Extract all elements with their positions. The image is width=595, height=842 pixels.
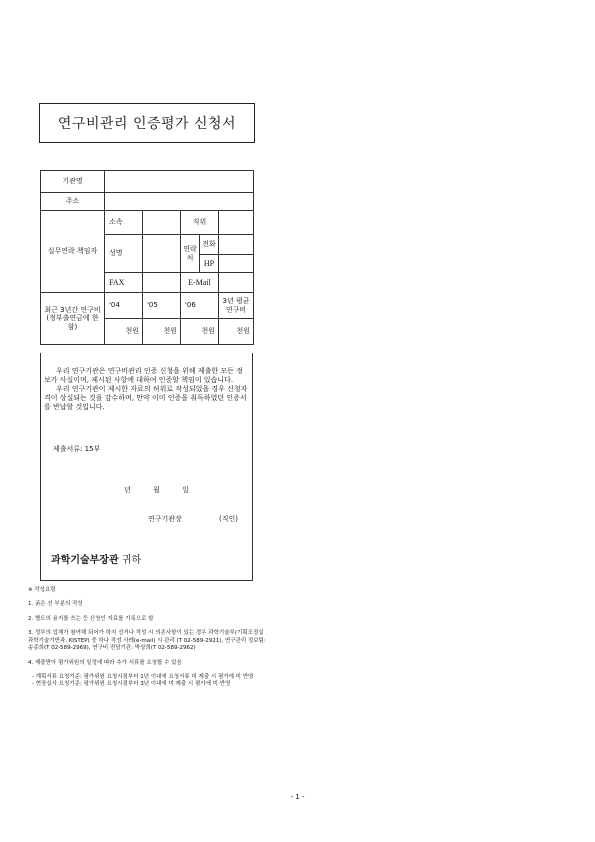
budget-sublabel: (정부출연금에 한함) [46,314,99,331]
note-sub-item: - 현장실사 요청기준: 평가위원 요청시점부터 3년 이내에 미 제출 시 평가에 미 반영 [32,681,231,688]
note-item: 4. 제출받아 평가위원의 일정에 따라 추가 서류를 요청할 수 있음 [28,659,182,666]
avg-budget-label: 3년 평균 연구비 [219,293,254,319]
phone-label: 전화 [200,235,219,255]
signer-label: 연구기관장 [148,515,182,523]
addressee [51,554,141,567]
dept-label: 소속 [105,211,143,235]
declaration-text [44,367,249,412]
name-field[interactable] [143,235,181,273]
budget-04-field[interactable]: 천원 [105,319,143,345]
year-06-label: '06 [181,293,219,319]
notes-section [28,587,268,689]
org-name-label: 기관명 [41,171,105,193]
address-label: 주소 [41,193,105,211]
budget-label-cell [41,293,105,345]
org-name-field[interactable] [105,171,254,193]
position-label: 직위 [181,211,219,235]
date-line: 년 월 일 [124,486,199,494]
name-label: 성명 [105,235,143,273]
addressee-suffix: 귀하 [121,555,142,566]
fax-label: FAX [105,273,143,293]
addressee-strong: 과학기술부장관 [51,555,119,566]
email-label: E-Mail [181,273,219,293]
form-title-box [39,103,255,143]
submit-docs: 제출서류: 15부 [53,445,101,453]
form-title: 연구비관리 인증평가 신청서 [57,116,237,132]
note-item: 1. 굵은 선 부분의 작성 [28,601,83,608]
dept-field[interactable] [143,211,181,235]
hp-field[interactable] [219,255,254,273]
budget-label: 최근 3년간 연구비 [44,306,101,315]
declaration-box [40,353,253,581]
manager-label: 실무연락 책임자 [41,211,105,293]
budget-avg-field[interactable]: 천원 [219,319,254,345]
phone-field[interactable] [219,235,254,255]
fax-field[interactable] [143,273,181,293]
address-field[interactable] [105,193,254,211]
email-field[interactable] [219,273,254,293]
application-form-table [40,170,254,345]
budget-06-field[interactable]: 천원 [181,319,219,345]
notes-header: ※ 작성요령 [28,587,56,593]
year-05-label: '05 [143,293,181,319]
declaration-paragraph-1: 우리 연구기관은 연구비관리 인증 신청을 위해 제출한 모든 정보가 사실이며, 제시된 사항에 대하여 인증할 책임이 있습니다. [44,367,243,385]
year-04-label: '04 [105,293,143,319]
page-number: - 1 - [290,793,305,801]
declaration-paragraph-2: 우리 연구기관이 제시한 자료의 허위로 작성되었을 경우 신청자격이 상실되는 것을 감수하며, 만약 이미 인증을 취득하였던 인증서를 반납할 것입니다. [44,385,248,412]
position-field[interactable] [219,211,254,235]
seal-label: (직인) [219,515,238,523]
note-item: 3. 정부의 업체가 참여해 되어가 하지 선거나 작성 시 의존사항이 있는 경우 과학기술부(기획조정실 과학기술기반과, KISTEP) 중 하나 작성 사례(e-mail) 시 관리 (T 02-589-2921), 연구관리 정보팀: 송종희(T 02-589-2969), 연구비 전담기관: 박상희(T 02-589-2962) [28,630,266,652]
note-item: 2. 별도의 용지를 쓰는 등 신청인 자료를 기록으로 함 [28,615,154,622]
note-sub-item: - 계획서류 요청기준: 평가위원 요청시점부터 1년 이내에 요청서류 미 제출 시 평가에 미 반영 [32,673,254,680]
budget-05-field[interactable]: 천원 [143,319,181,345]
hp-label: HP [200,255,219,273]
contact-label: 연락처 [181,235,200,273]
